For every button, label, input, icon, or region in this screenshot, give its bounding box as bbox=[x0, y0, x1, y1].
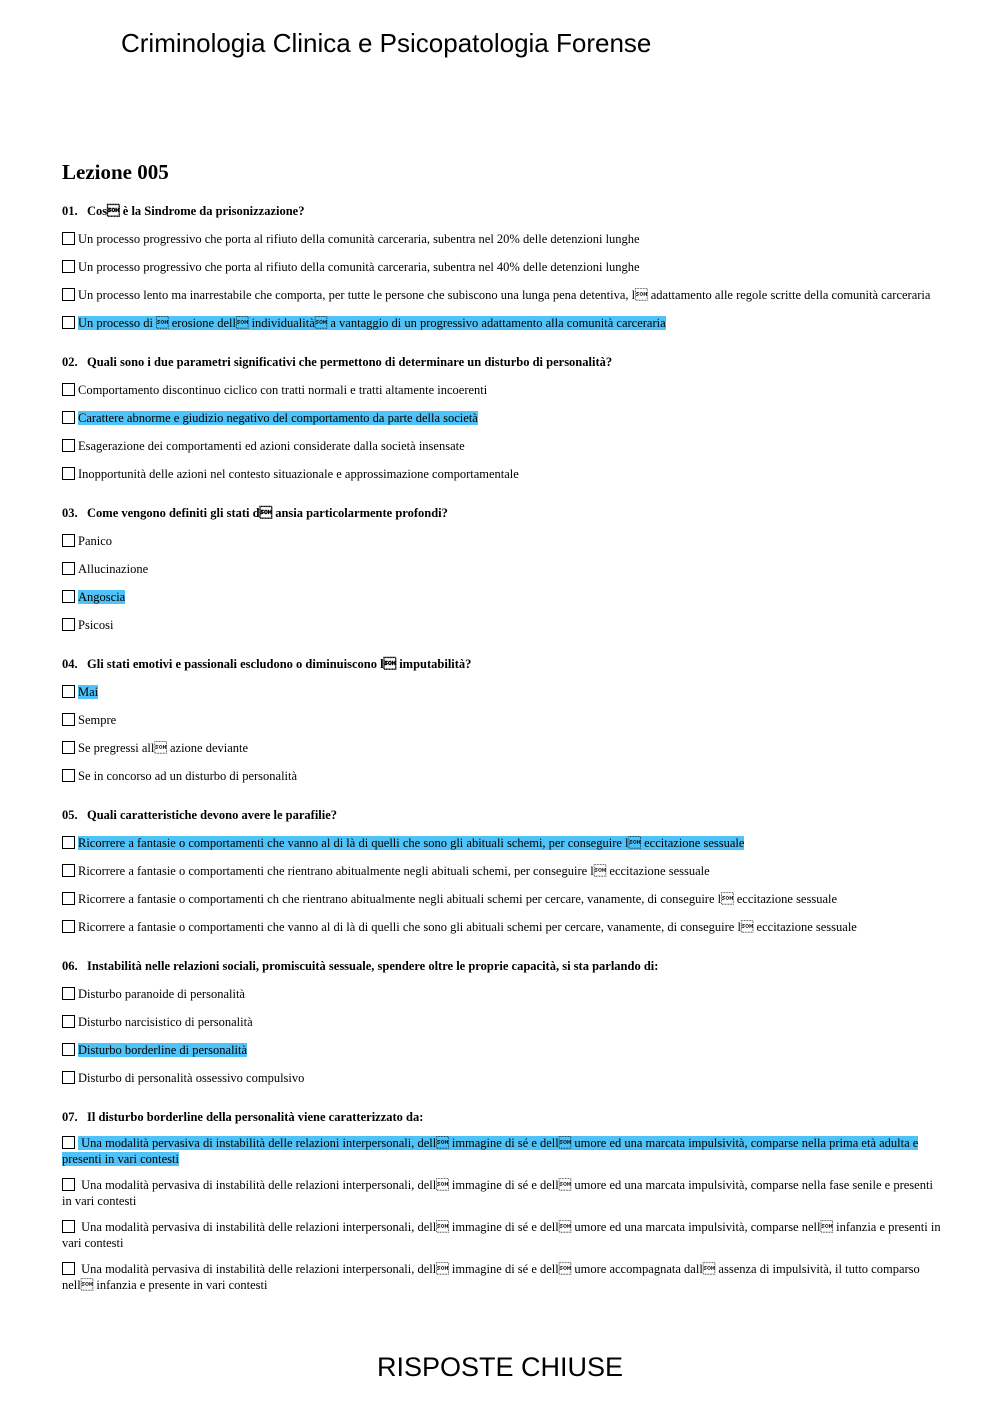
answer-text: Comportamento discontinuo ciclico con tratti normali e tratti altamente incoerenti bbox=[78, 383, 488, 397]
answer-text-highlighted: Carattere abnorme e giudizio negativo del comportamento da parte della società bbox=[78, 411, 478, 425]
question-text bbox=[62, 505, 942, 521]
checkbox[interactable] bbox=[62, 1220, 75, 1233]
checkbox[interactable] bbox=[62, 741, 75, 754]
answer-option[interactable] bbox=[62, 1070, 942, 1086]
answer-text: Un processo progressivo che porta al rifiuto della comunità carceraria, subentra nel 40% delle detenzioni lunghe bbox=[78, 260, 640, 274]
footer-label: RISPOSTE CHIUSE bbox=[376, 1352, 624, 1382]
checkbox[interactable] bbox=[62, 1178, 75, 1191]
question-05 bbox=[62, 807, 942, 935]
answer-option[interactable] bbox=[62, 533, 942, 549]
answer-text: Se pregressi all azione deviante bbox=[78, 741, 249, 755]
answer-option-correct[interactable] bbox=[62, 410, 942, 426]
checkbox[interactable] bbox=[62, 1043, 75, 1056]
checkbox[interactable] bbox=[62, 836, 75, 849]
question-label: Quali caratteristiche devono avere le parafilie? bbox=[87, 808, 338, 822]
question-number: 05. bbox=[62, 808, 78, 822]
question-number: 07. bbox=[62, 1110, 78, 1124]
checkbox[interactable] bbox=[62, 618, 75, 631]
checkbox[interactable] bbox=[62, 892, 75, 905]
answer-text-highlighted: Angoscia bbox=[78, 590, 126, 604]
question-text bbox=[62, 656, 942, 672]
answer-text: Psicosi bbox=[78, 618, 114, 632]
answer-option-correct[interactable] bbox=[62, 315, 942, 331]
answer-text: Una modalità pervasiva di instabilità delle relazioni interpersonali, dell immagine di sé e dell umore accompagnata dall assenza di impulsività, il tutto comparso nell infanzia e presente in vari contesti bbox=[62, 1262, 920, 1292]
document-title: Criminologia Clinica e Psicopatologia Forense bbox=[121, 28, 652, 58]
question-label: Gli stati emotivi e passionali escludono o diminuiscono l imputabilità? bbox=[87, 657, 472, 671]
question-text bbox=[62, 203, 942, 219]
answer-text: Disturbo di personalità ossessivo compulsivo bbox=[78, 1071, 305, 1085]
checkbox[interactable] bbox=[62, 1015, 75, 1028]
question-02 bbox=[62, 354, 942, 482]
answer-text: Una modalità pervasiva di instabilità delle relazioni interpersonali, dell immagine di sé e dell umore ed una marcata impulsività, comparse nell infanzia e presenti in vari contesti bbox=[62, 1220, 941, 1250]
checkbox[interactable] bbox=[62, 562, 75, 575]
question-text bbox=[62, 807, 942, 823]
question-04 bbox=[62, 656, 942, 784]
answer-text-highlighted: Una modalità pervasiva di instabilità delle relazioni interpersonali, dell immagine di sé e dell umore ed una marcata impulsività, comparse nella prima età adulta e presenti in vari contesti bbox=[62, 1136, 919, 1166]
answer-text-highlighted: Disturbo borderline di personalità bbox=[78, 1043, 248, 1057]
question-number: 06. bbox=[62, 959, 78, 973]
answer-text: Allucinazione bbox=[78, 562, 149, 576]
question-number: 02. bbox=[62, 355, 78, 369]
answer-text: Un processo lento ma inarrestabile che comporta, per tutte le persone che subiscono una lunga pena detentiva, l adattamento alle regole scritte della comunità carceraria bbox=[78, 288, 931, 302]
answer-text: Inopportunità delle azioni nel contesto situazionale e approssimazione comportamentale bbox=[78, 467, 519, 481]
answer-text: Se in concorso ad un disturbo di personalità bbox=[78, 769, 298, 783]
answer-option[interactable] bbox=[62, 891, 942, 907]
answer-option[interactable] bbox=[62, 287, 942, 303]
question-number: 01. bbox=[62, 204, 78, 218]
question-number: 04. bbox=[62, 657, 78, 671]
answer-option[interactable] bbox=[62, 863, 942, 879]
answer-text: Un processo progressivo che porta al rifiuto della comunità carceraria, subentra nel 20% delle detenzioni lunghe bbox=[78, 232, 640, 246]
answer-option[interactable] bbox=[62, 466, 942, 482]
answer-option-correct[interactable] bbox=[62, 589, 942, 605]
question-text bbox=[62, 958, 942, 974]
answer-option[interactable] bbox=[62, 712, 942, 728]
checkbox[interactable] bbox=[62, 383, 75, 396]
checkbox[interactable] bbox=[62, 864, 75, 877]
checkbox[interactable] bbox=[62, 713, 75, 726]
checkbox[interactable] bbox=[62, 1262, 75, 1275]
checkbox[interactable] bbox=[62, 232, 75, 245]
question-01 bbox=[62, 203, 942, 331]
answer-option-correct[interactable] bbox=[62, 1135, 942, 1167]
checkbox[interactable] bbox=[62, 685, 75, 698]
answer-option[interactable] bbox=[62, 561, 942, 577]
answer-option[interactable] bbox=[62, 986, 942, 1002]
checkbox[interactable] bbox=[62, 439, 75, 452]
question-07 bbox=[62, 1109, 942, 1293]
question-03 bbox=[62, 505, 942, 633]
answer-text: Disturbo narcisistico di personalità bbox=[78, 1015, 253, 1029]
lesson-title: Lezione 005 bbox=[62, 160, 169, 184]
answer-text: Ricorrere a fantasie o comportamenti che vanno al di là di quelli che sono gli abituali schemi per cercare, vanamente, di conseguire l eccitazione sessuale bbox=[78, 920, 857, 934]
checkbox[interactable] bbox=[62, 288, 75, 301]
question-number: 03. bbox=[62, 506, 78, 520]
question-label: Come vengono definiti gli stati d ansia particolarmente profondi? bbox=[87, 506, 448, 520]
checkbox[interactable] bbox=[62, 1136, 75, 1149]
answer-text: Panico bbox=[78, 534, 113, 548]
checkbox[interactable] bbox=[62, 534, 75, 547]
question-06 bbox=[62, 958, 942, 1086]
answer-option-correct[interactable] bbox=[62, 835, 942, 851]
checkbox[interactable] bbox=[62, 769, 75, 782]
answer-option[interactable] bbox=[62, 1219, 942, 1251]
answer-option[interactable] bbox=[62, 740, 942, 756]
checkbox[interactable] bbox=[62, 920, 75, 933]
checkbox[interactable] bbox=[62, 467, 75, 480]
answer-text: Una modalità pervasiva di instabilità delle relazioni interpersonali, dell immagine di sé e dell umore ed una marcata impulsività, comparse nella fase senile e presenti in vari contesti bbox=[62, 1178, 933, 1208]
question-label: Il disturbo borderline della personalità viene caratterizzato da: bbox=[87, 1110, 424, 1124]
question-label: Cos è la Sindrome da prisonizzazione? bbox=[87, 204, 305, 218]
answer-text: Ricorrere a fantasie o comportamenti che rientrano abitualmente negli abituali schemi, per conseguire l eccitazione sessuale bbox=[78, 864, 710, 878]
answer-text: Esagerazione dei comportamenti ed azioni considerate dalla società insensate bbox=[78, 439, 465, 453]
answer-text: Ricorrere a fantasie o comportamenti ch che rientrano abitualmente negli abituali schemi per cercare, vanamente, di conseguire l eccitazione sessuale bbox=[78, 892, 838, 906]
answer-option[interactable] bbox=[62, 617, 942, 633]
checkbox[interactable] bbox=[62, 316, 75, 329]
answer-option[interactable] bbox=[62, 1014, 942, 1030]
answer-option[interactable] bbox=[62, 382, 942, 398]
answer-text-highlighted: Un processo di  erosione dell individualità a vantaggio di un progressivo adattamento alla comunità carceraria bbox=[78, 316, 666, 330]
answer-option[interactable] bbox=[62, 768, 942, 784]
checkbox[interactable] bbox=[62, 987, 75, 1000]
question-text bbox=[62, 354, 942, 370]
answer-text-highlighted: Ricorrere a fantasie o comportamenti che vanno al di là di quelli che sono gli abituali schemi, per conseguire l eccitazione sessuale bbox=[78, 836, 745, 850]
answer-option[interactable] bbox=[62, 438, 942, 454]
answer-option[interactable] bbox=[62, 1177, 942, 1209]
question-text bbox=[62, 1109, 942, 1125]
checkbox[interactable] bbox=[62, 1071, 75, 1084]
answer-option[interactable] bbox=[62, 231, 942, 247]
question-label: Quali sono i due parametri significativi che permettono di determinare un disturbo di personalità? bbox=[87, 355, 613, 369]
checkbox[interactable] bbox=[62, 590, 75, 603]
answer-option[interactable] bbox=[62, 1261, 942, 1293]
answer-option[interactable] bbox=[62, 919, 942, 935]
question-label: Instabilità nelle relazioni sociali, promiscuità sessuale, spendere oltre le proprie capacità, si sta parlando di: bbox=[87, 959, 659, 973]
checkbox[interactable] bbox=[62, 411, 75, 424]
answer-option-correct[interactable] bbox=[62, 684, 942, 700]
answer-option-correct[interactable] bbox=[62, 1042, 942, 1058]
answer-text: Sempre bbox=[78, 713, 117, 727]
answer-option[interactable] bbox=[62, 259, 942, 275]
checkbox[interactable] bbox=[62, 260, 75, 273]
answer-text: Disturbo paranoide di personalità bbox=[78, 987, 245, 1001]
answer-text-highlighted: Mai bbox=[78, 685, 99, 699]
